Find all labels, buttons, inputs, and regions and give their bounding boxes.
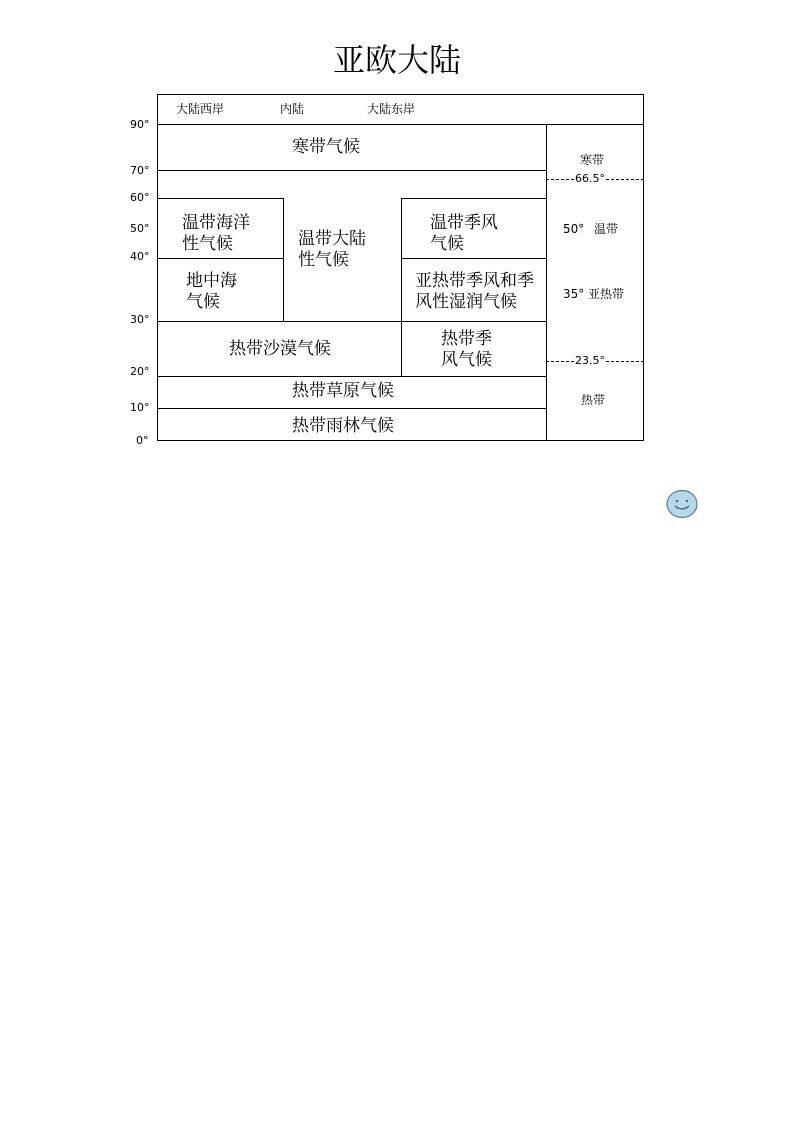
climate-mediterranean-line2: 气候 [186,292,220,312]
lat-50: 50° [130,222,150,235]
tropic-label: 23.5° [575,354,605,367]
zone-temperate: 温带 [594,222,619,236]
climate-temperate-monsoon-line1: 温带季风 [430,213,498,233]
lat-30: 30° [130,313,150,326]
zone-tropical: 热带 [581,393,606,407]
lat-40: 40° [130,250,150,263]
lat-0: 0° [136,434,149,447]
climate-tropical-monsoon-line2: 风气候 [441,350,492,370]
zone-subtropical: 亚热带 [588,287,625,301]
climate-temperate-monsoon-line2: 气候 [430,234,464,254]
climate-tropical-desert: 热带沙漠气候 [229,339,331,359]
climate-tropical-rainforest: 热带雨林气候 [292,416,394,436]
zone-frigid: 寒带 [580,153,605,167]
climate-polar: 寒带气候 [292,137,360,157]
climate-tropical-monsoon-line1: 热带季 [441,329,492,349]
diagram-frame [158,95,644,441]
lat-90: 90° [130,118,150,131]
lat-10: 10° [130,401,150,414]
climate-diagram [0,0,794,470]
zone-subtropical-lat: 35° [563,287,585,301]
lat-70: 70° [130,164,150,177]
arctic-circle-label: 66.5° [575,172,605,185]
lat-60: 60° [130,191,150,204]
climate-mediterranean-line1: 地中海 [186,271,237,291]
climate-temperate-marine-line1: 温带海洋 [182,213,250,233]
climate-tropical-savanna: 热带草原气候 [292,381,394,401]
lat-20: 20° [130,365,150,378]
climate-temperate-continental-line2: 性气候 [298,250,349,270]
header-east-coast: 大陆东岸 [367,102,416,116]
header-interior: 内陆 [280,102,305,116]
climate-temperate-marine-line2: 性气候 [182,234,233,254]
page-title: 亚欧大陆 [332,41,461,79]
climate-temperate-continental-line1: 温带大陆 [298,229,366,249]
header-west-coast: 大陆西岸 [176,102,225,116]
smiley-face-icon [666,489,698,519]
climate-subtropical-monsoon-line1: 亚热带季风和季 [415,271,534,291]
climate-subtropical-monsoon-line2: 风性湿润气候 [415,292,517,312]
zone-temperate-lat: 50° [563,222,585,236]
